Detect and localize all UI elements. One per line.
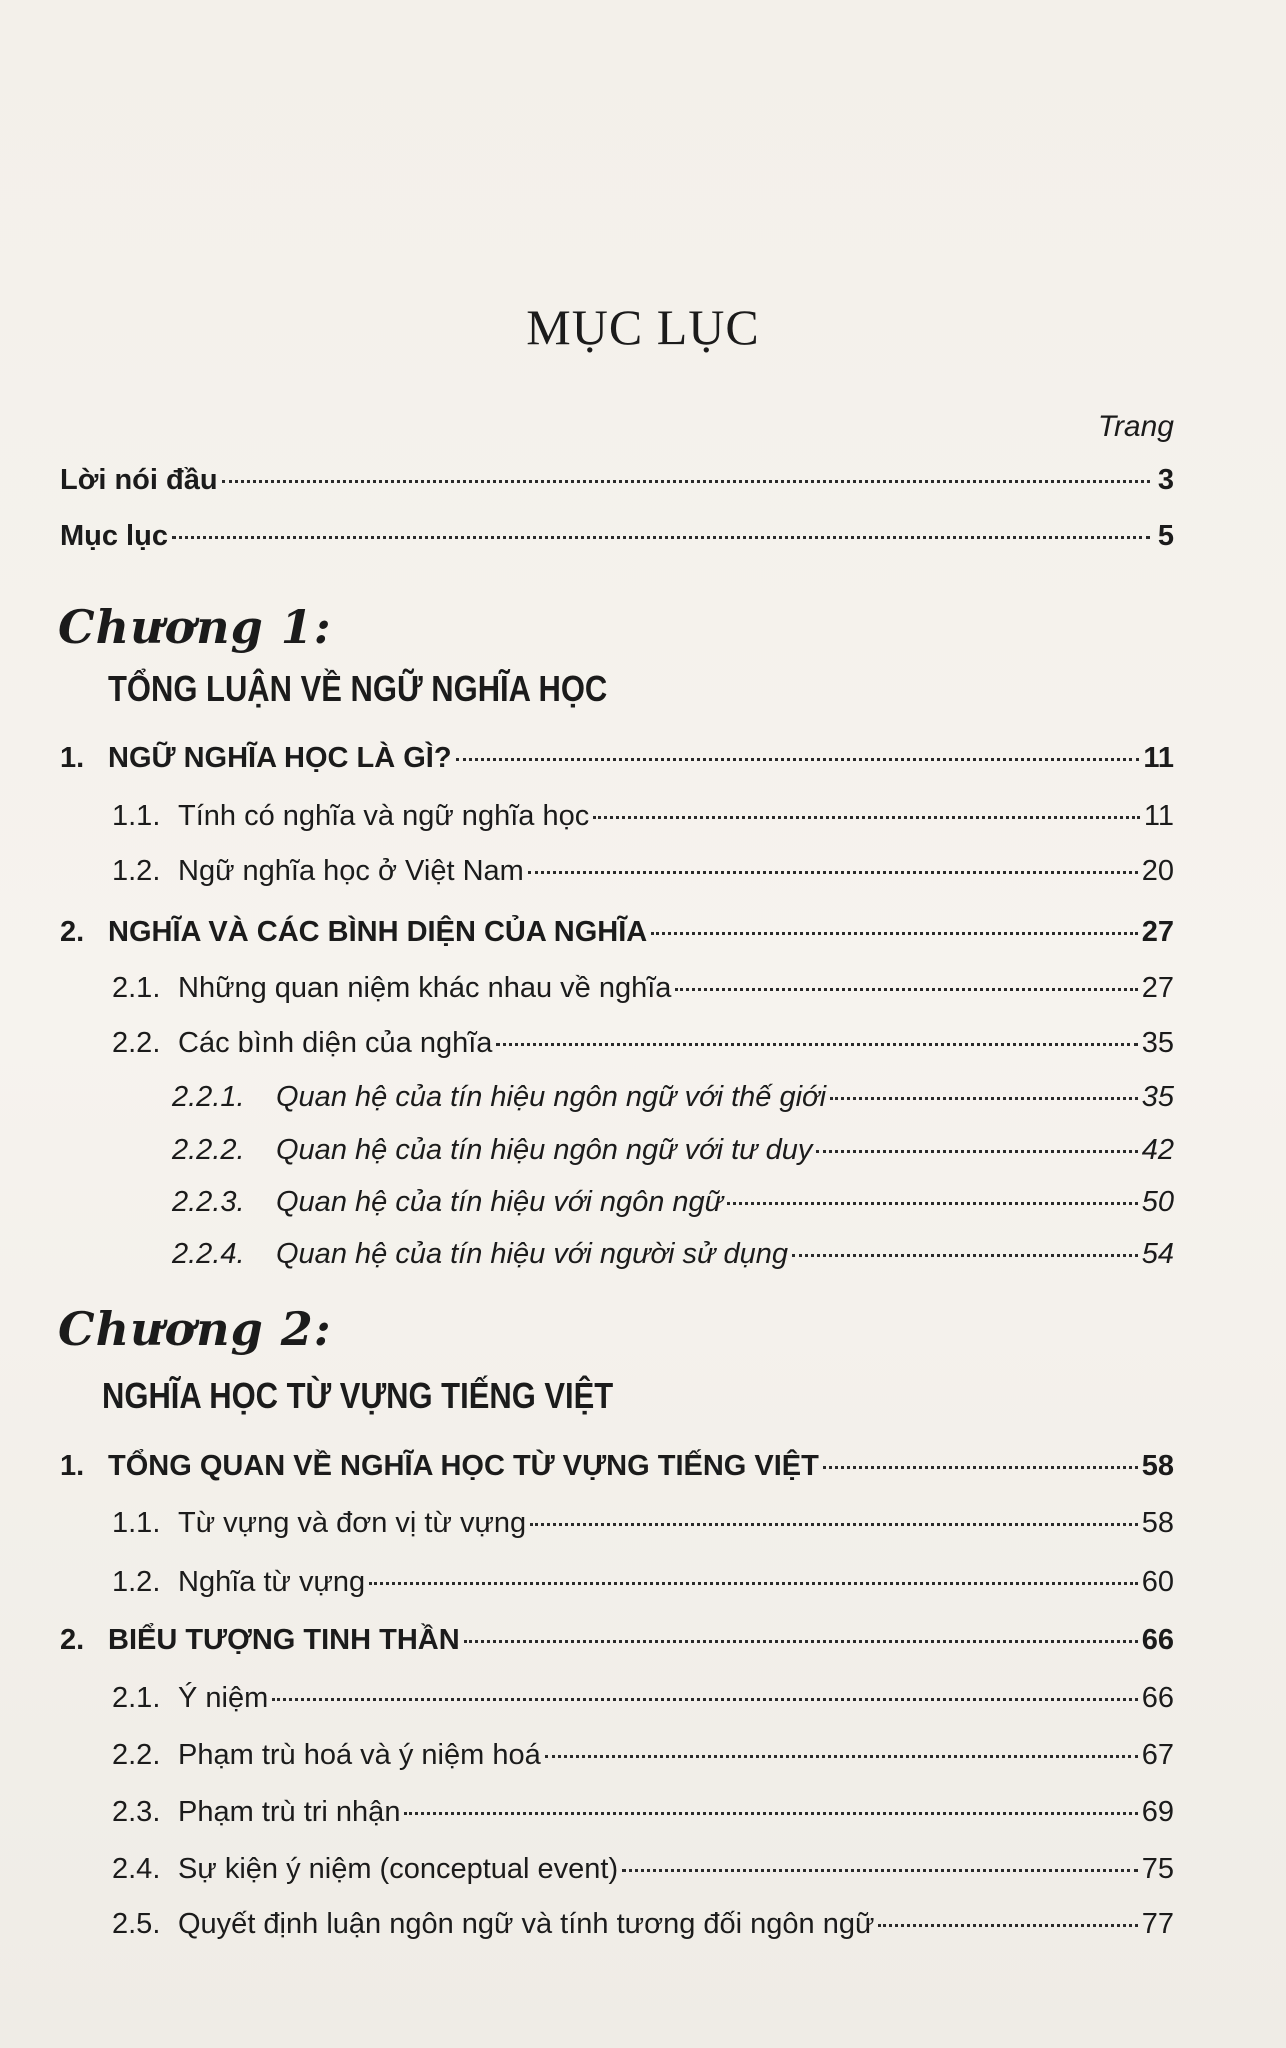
toc-page-number: 60 xyxy=(1141,1566,1174,1598)
toc-page-number: 58 xyxy=(1141,1450,1174,1482)
toc-entry-number: 2. xyxy=(60,916,85,948)
chapter-2-title: NGHĨA HỌC TỪ VỰNG TIẾNG VIỆT xyxy=(102,1375,614,1416)
dot-leader xyxy=(545,1755,1138,1758)
toc-page-number: 35 xyxy=(1141,1027,1174,1059)
chapter-1-label: Chương 1: xyxy=(58,600,332,654)
toc-entry-number: 2.2.1. xyxy=(172,1081,245,1113)
toc-entry-number: 2.2.3. xyxy=(172,1186,245,1218)
dot-leader xyxy=(823,1466,1138,1469)
toc-page-number: 27 xyxy=(1141,972,1174,1004)
toc-entry xyxy=(60,740,1174,776)
toc-page-number: 77 xyxy=(1141,1908,1174,1940)
toc-entry-number: 2.2. xyxy=(112,1027,161,1059)
toc-page-number: 20 xyxy=(1141,855,1174,887)
toc-entry-text: TỔNG QUAN VỀ NGHĨA HỌC TỪ VỰNG TIẾNG VIỆT xyxy=(108,1450,819,1482)
dot-leader xyxy=(878,1924,1137,1927)
dot-leader xyxy=(651,932,1138,935)
toc-page-number: 66 xyxy=(1141,1682,1174,1714)
toc-entry-text: Những quan niệm khác nhau về nghĩa xyxy=(178,972,672,1004)
toc-entry xyxy=(112,1851,1174,1887)
toc-entry-text: Tính có nghĩa và ngữ nghĩa học xyxy=(178,800,590,832)
toc-page-number: 5 xyxy=(1157,520,1174,552)
dot-leader xyxy=(172,536,1150,539)
toc-entry-foreword xyxy=(60,462,1174,498)
toc-entry-text: Mục lục xyxy=(60,520,168,552)
toc-entry-text: Sự kiện ý niệm (conceptual event) xyxy=(178,1853,619,1885)
toc-page-number: 58 xyxy=(1141,1507,1174,1539)
toc-entry-number: 2.2.4. xyxy=(172,1238,245,1270)
toc-entry-text: Từ vựng và đơn vị từ vựng xyxy=(178,1507,527,1539)
dot-leader xyxy=(675,988,1137,991)
toc-page-number: 3 xyxy=(1157,464,1174,496)
toc-page-number: 67 xyxy=(1141,1739,1174,1771)
toc-entry xyxy=(112,1906,1174,1942)
toc-page-number: 11 xyxy=(1143,800,1174,832)
toc-page-number: 35 xyxy=(1141,1081,1174,1113)
toc-entry-number: 2.2. xyxy=(112,1739,161,1771)
toc-entry xyxy=(112,853,1174,889)
dot-leader xyxy=(530,1523,1138,1526)
dot-leader xyxy=(496,1043,1137,1046)
toc-entry-number: 2.1. xyxy=(112,972,161,1004)
toc-page-number: 42 xyxy=(1141,1134,1174,1166)
page-column-label: Trang xyxy=(1097,410,1174,443)
page-title: MỤC LỤC xyxy=(526,299,760,355)
toc-entry xyxy=(112,1025,1174,1061)
toc-entry-text: NGỮ NGHĨA HỌC LÀ GÌ? xyxy=(108,742,452,774)
toc-entry xyxy=(172,1236,1174,1272)
dot-leader xyxy=(369,1582,1138,1585)
toc-entry-contents xyxy=(60,518,1174,554)
toc-entry-number: 2.1. xyxy=(112,1682,161,1714)
toc-entry-number: 2.2.2. xyxy=(172,1134,245,1166)
toc-entry xyxy=(112,970,1174,1006)
toc-entry-number: 1.1. xyxy=(112,1507,161,1539)
toc-entry xyxy=(112,1505,1174,1541)
dot-leader xyxy=(792,1254,1138,1257)
toc-entry-number: 2. xyxy=(60,1624,85,1656)
toc-page-number: 50 xyxy=(1141,1186,1174,1218)
dot-leader xyxy=(830,1097,1138,1100)
toc-entry xyxy=(112,798,1174,834)
toc-page-number: 11 xyxy=(1143,742,1174,774)
toc-entry-text: BIỂU TƯỢNG TINH THẦN xyxy=(108,1624,460,1656)
toc-entry xyxy=(60,1448,1174,1484)
toc-entry-number: 1. xyxy=(60,1450,85,1482)
dot-leader xyxy=(816,1150,1137,1153)
toc-entry xyxy=(60,1622,1174,1658)
toc-entry xyxy=(112,1680,1174,1716)
toc-entry xyxy=(112,1737,1174,1773)
toc-entry xyxy=(172,1184,1174,1220)
toc-entry-text: Quyết định luận ngôn ngữ và tính tương đối ngôn ngữ xyxy=(178,1908,875,1940)
chapter-2-label: Chương 2: xyxy=(58,1302,332,1356)
toc-page-number: 54 xyxy=(1141,1238,1174,1270)
dot-leader xyxy=(464,1640,1138,1643)
toc-entry-text: Phạm trù tri nhận xyxy=(178,1796,401,1828)
toc-entry-number: 2.5. xyxy=(112,1908,161,1940)
toc-entry-number: 1. xyxy=(60,742,85,774)
dot-leader xyxy=(404,1812,1137,1815)
toc-entry-number: 1.2. xyxy=(112,1566,161,1598)
toc-entry-text: Nghĩa từ vựng xyxy=(178,1566,366,1598)
toc-page-number: 27 xyxy=(1141,916,1174,948)
toc-entry-text: Quan hệ của tín hiệu với ngôn ngữ xyxy=(276,1186,724,1218)
toc-entry-text: Ý niệm xyxy=(178,1682,269,1714)
dot-leader xyxy=(622,1869,1138,1872)
toc-entry-text: Quan hệ của tín hiệu ngôn ngữ với thế giới xyxy=(276,1081,827,1113)
toc-entry-text: Ngữ nghĩa học ở Việt Nam xyxy=(178,855,524,887)
toc-page-number: 69 xyxy=(1141,1796,1174,1828)
toc-page-number: 75 xyxy=(1141,1853,1174,1885)
toc-page-number: 66 xyxy=(1141,1624,1174,1656)
toc-entry-number: 2.3. xyxy=(112,1796,161,1828)
dot-leader xyxy=(593,816,1140,819)
toc-entry xyxy=(172,1079,1174,1115)
toc-entry-number: 1.2. xyxy=(112,855,161,887)
toc-entry-number: 2.4. xyxy=(112,1853,161,1885)
toc-entry xyxy=(172,1132,1174,1168)
toc-entry-text: Lời nói đầu xyxy=(60,464,218,496)
toc-entry xyxy=(112,1564,1174,1600)
toc-entry-text: Quan hệ của tín hiệu với người sử dụng xyxy=(276,1238,788,1270)
dot-leader xyxy=(727,1202,1138,1205)
dot-leader xyxy=(456,758,1140,761)
dot-leader xyxy=(272,1698,1137,1701)
toc-entry-text: NGHĨA VÀ CÁC BÌNH DIỆN CỦA NGHĨA xyxy=(108,916,648,948)
toc-entry-text: Các bình diện của nghĩa xyxy=(178,1027,493,1059)
toc-entry-text: Phạm trù hoá và ý niệm hoá xyxy=(178,1739,541,1771)
chapter-1-title: TỔNG LUẬN VỀ NGỮ NGHĨA HỌC xyxy=(108,668,608,709)
toc-entry-number: 1.1. xyxy=(112,800,161,832)
dot-leader xyxy=(222,480,1150,483)
toc-entry xyxy=(112,1794,1174,1830)
toc-entry-text: Quan hệ của tín hiệu ngôn ngữ với tư duy xyxy=(276,1134,813,1166)
toc-entry xyxy=(60,914,1174,950)
dot-leader xyxy=(528,871,1138,874)
